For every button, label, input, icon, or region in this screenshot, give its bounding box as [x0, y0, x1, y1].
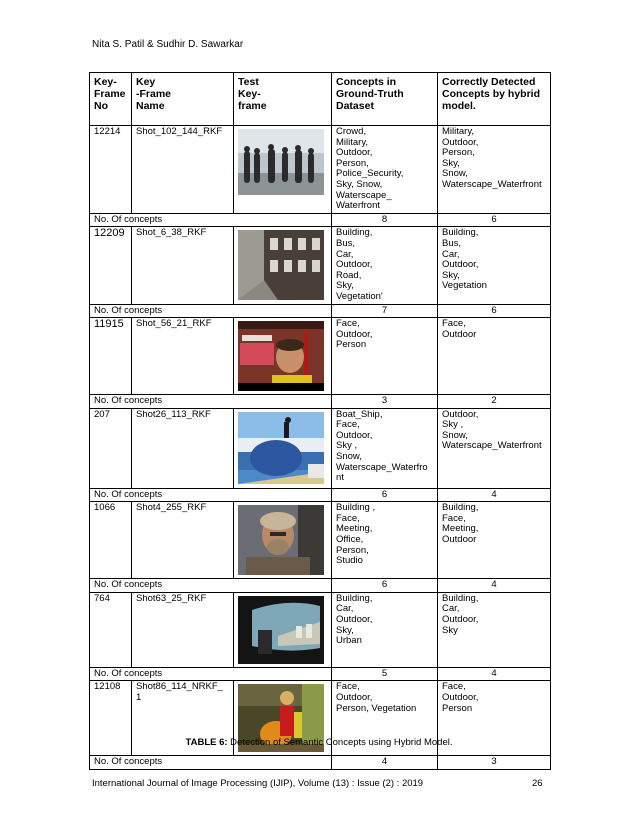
concept-count-row: [90, 488, 551, 502]
detected-count: 6: [438, 213, 551, 227]
detected-count: 4: [438, 579, 551, 593]
journal-footer: International Journal of Image Processing (IJIP), Volume (13) : Issue (2) : 2019: [92, 778, 424, 789]
detected-cell: Face, Outdoor, Person: [438, 681, 551, 756]
concept-count-row: [90, 304, 551, 318]
concept-count-row: [90, 213, 551, 227]
ground-truth-count: 8: [332, 213, 438, 227]
keyframe-image-face: [238, 321, 324, 391]
count-label: No. Of concepts: [90, 213, 332, 227]
detected-cell: Building, Face, Meeting, Outdoor: [438, 502, 551, 579]
count-label: No. Of concepts: [90, 579, 332, 593]
detected-count: 3: [438, 756, 551, 770]
ground-truth-count: 6: [332, 488, 438, 502]
concept-count-row: [90, 579, 551, 593]
header-test-keyframe: Test Key- frame: [234, 73, 332, 126]
detected-cell: Building, Bus, Car, Outdoor, Sky, Vegetation: [438, 227, 551, 304]
frame-name-cell: Shot63_25_RKF: [132, 592, 234, 667]
frame-name-cell: Shot26_113_RKF: [132, 408, 234, 488]
keyframe-thumbnail-cell: [234, 227, 332, 304]
frame-no-cell: 12209: [90, 227, 132, 304]
ground-truth-cell: Building , Face, Meeting, Office, Person, Studio: [332, 502, 438, 579]
ground-truth-cell: Boat_Ship, Face, Outdoor, Sky , Snow, Waterscape_Waterfro nt: [332, 408, 438, 488]
keyframe-image-car-window: [238, 596, 324, 664]
caption-label: TABLE 6:: [185, 737, 228, 748]
table-header-row: [90, 73, 551, 126]
table-row: [90, 126, 551, 214]
caption-text: Detection of Semantic Concepts using Hybrid Model.: [227, 737, 453, 748]
ground-truth-cell: Crowd, Military, Outdoor, Person, Police_Security, Sky, Snow, Waterscape_ Waterfront: [332, 126, 438, 214]
table-row: [90, 318, 551, 395]
keyframe-image-man-bearded: [238, 505, 324, 575]
ground-truth-count: 5: [332, 667, 438, 681]
frame-no-cell: 764: [90, 592, 132, 667]
keyframe-thumbnail-cell: [234, 318, 332, 395]
frame-name-cell: Shot86_114_NRKF_ 1: [132, 681, 234, 756]
detected-cell: Outdoor, Sky , Snow, Waterscape_Waterfront: [438, 408, 551, 488]
detected-count: 4: [438, 667, 551, 681]
detected-cell: Military, Outdoor, Person, Sky, Snow, Waterscape_Waterfront: [438, 126, 551, 214]
concept-count-row: [90, 395, 551, 409]
frame-no-cell: 11915: [90, 318, 132, 395]
detected-count: 2: [438, 395, 551, 409]
keyframe-image-street-building: [238, 230, 324, 300]
keyframe-thumbnail-cell: [234, 126, 332, 214]
ground-truth-cell: Building, Bus, Car, Outdoor, Road, Sky, Vegetation': [332, 227, 438, 304]
page-number: 26: [532, 778, 543, 789]
keyframe-image-soldiers: [238, 129, 324, 195]
table-caption: [0, 737, 638, 748]
frame-no-cell: 12108: [90, 681, 132, 756]
table-row: [90, 502, 551, 579]
detected-count: 6: [438, 304, 551, 318]
frame-name-cell: Shot4_255_RKF: [132, 502, 234, 579]
frame-name-cell: Shot_56_21_RKF: [132, 318, 234, 395]
frame-name-cell: Shot_6_38_RKF: [132, 227, 234, 304]
ground-truth-count: 7: [332, 304, 438, 318]
ground-truth-cell: Building, Car, Outdoor, Sky, Urban: [332, 592, 438, 667]
keyframe-thumbnail-cell: [234, 408, 332, 488]
concept-count-row: [90, 756, 551, 770]
header-frame-name: Key -Frame Name: [132, 73, 234, 126]
table-row: [90, 408, 551, 488]
detected-cell: Building, Car, Outdoor, Sky: [438, 592, 551, 667]
ground-truth-count: 4: [332, 756, 438, 770]
frame-no-cell: 12214: [90, 126, 132, 214]
frame-no-cell: 207: [90, 408, 132, 488]
header-ground-truth: Concepts in Ground-Truth Dataset: [332, 73, 438, 126]
frame-name-cell: Shot_102_144_RKF: [132, 126, 234, 214]
frame-no-cell: 1066: [90, 502, 132, 579]
ground-truth-cell: Face, Outdoor, Person: [332, 318, 438, 395]
keyframe-thumbnail-cell: [234, 502, 332, 579]
count-label: No. Of concepts: [90, 304, 332, 318]
count-label: No. Of concepts: [90, 756, 332, 770]
table-row: [90, 592, 551, 667]
table-row: [90, 227, 551, 304]
detected-cell: Face, Outdoor: [438, 318, 551, 395]
keyframe-image-boat: [238, 412, 324, 484]
ground-truth-count: 6: [332, 579, 438, 593]
concepts-table: [89, 72, 551, 770]
count-label: No. Of concepts: [90, 395, 332, 409]
running-header: Nita S. Patil & Sudhir D. Sawarkar: [92, 39, 244, 50]
ground-truth-count: 3: [332, 395, 438, 409]
count-label: No. Of concepts: [90, 488, 332, 502]
detected-count: 4: [438, 488, 551, 502]
ground-truth-cell: Face, Outdoor, Person, Vegetation: [332, 681, 438, 756]
concept-count-row: [90, 667, 551, 681]
count-label: No. Of concepts: [90, 667, 332, 681]
header-detected: Correctly Detected Concepts by hybrid model.: [438, 73, 551, 126]
header-frame-no: Key- Frame No: [90, 73, 132, 126]
keyframe-thumbnail-cell: [234, 592, 332, 667]
